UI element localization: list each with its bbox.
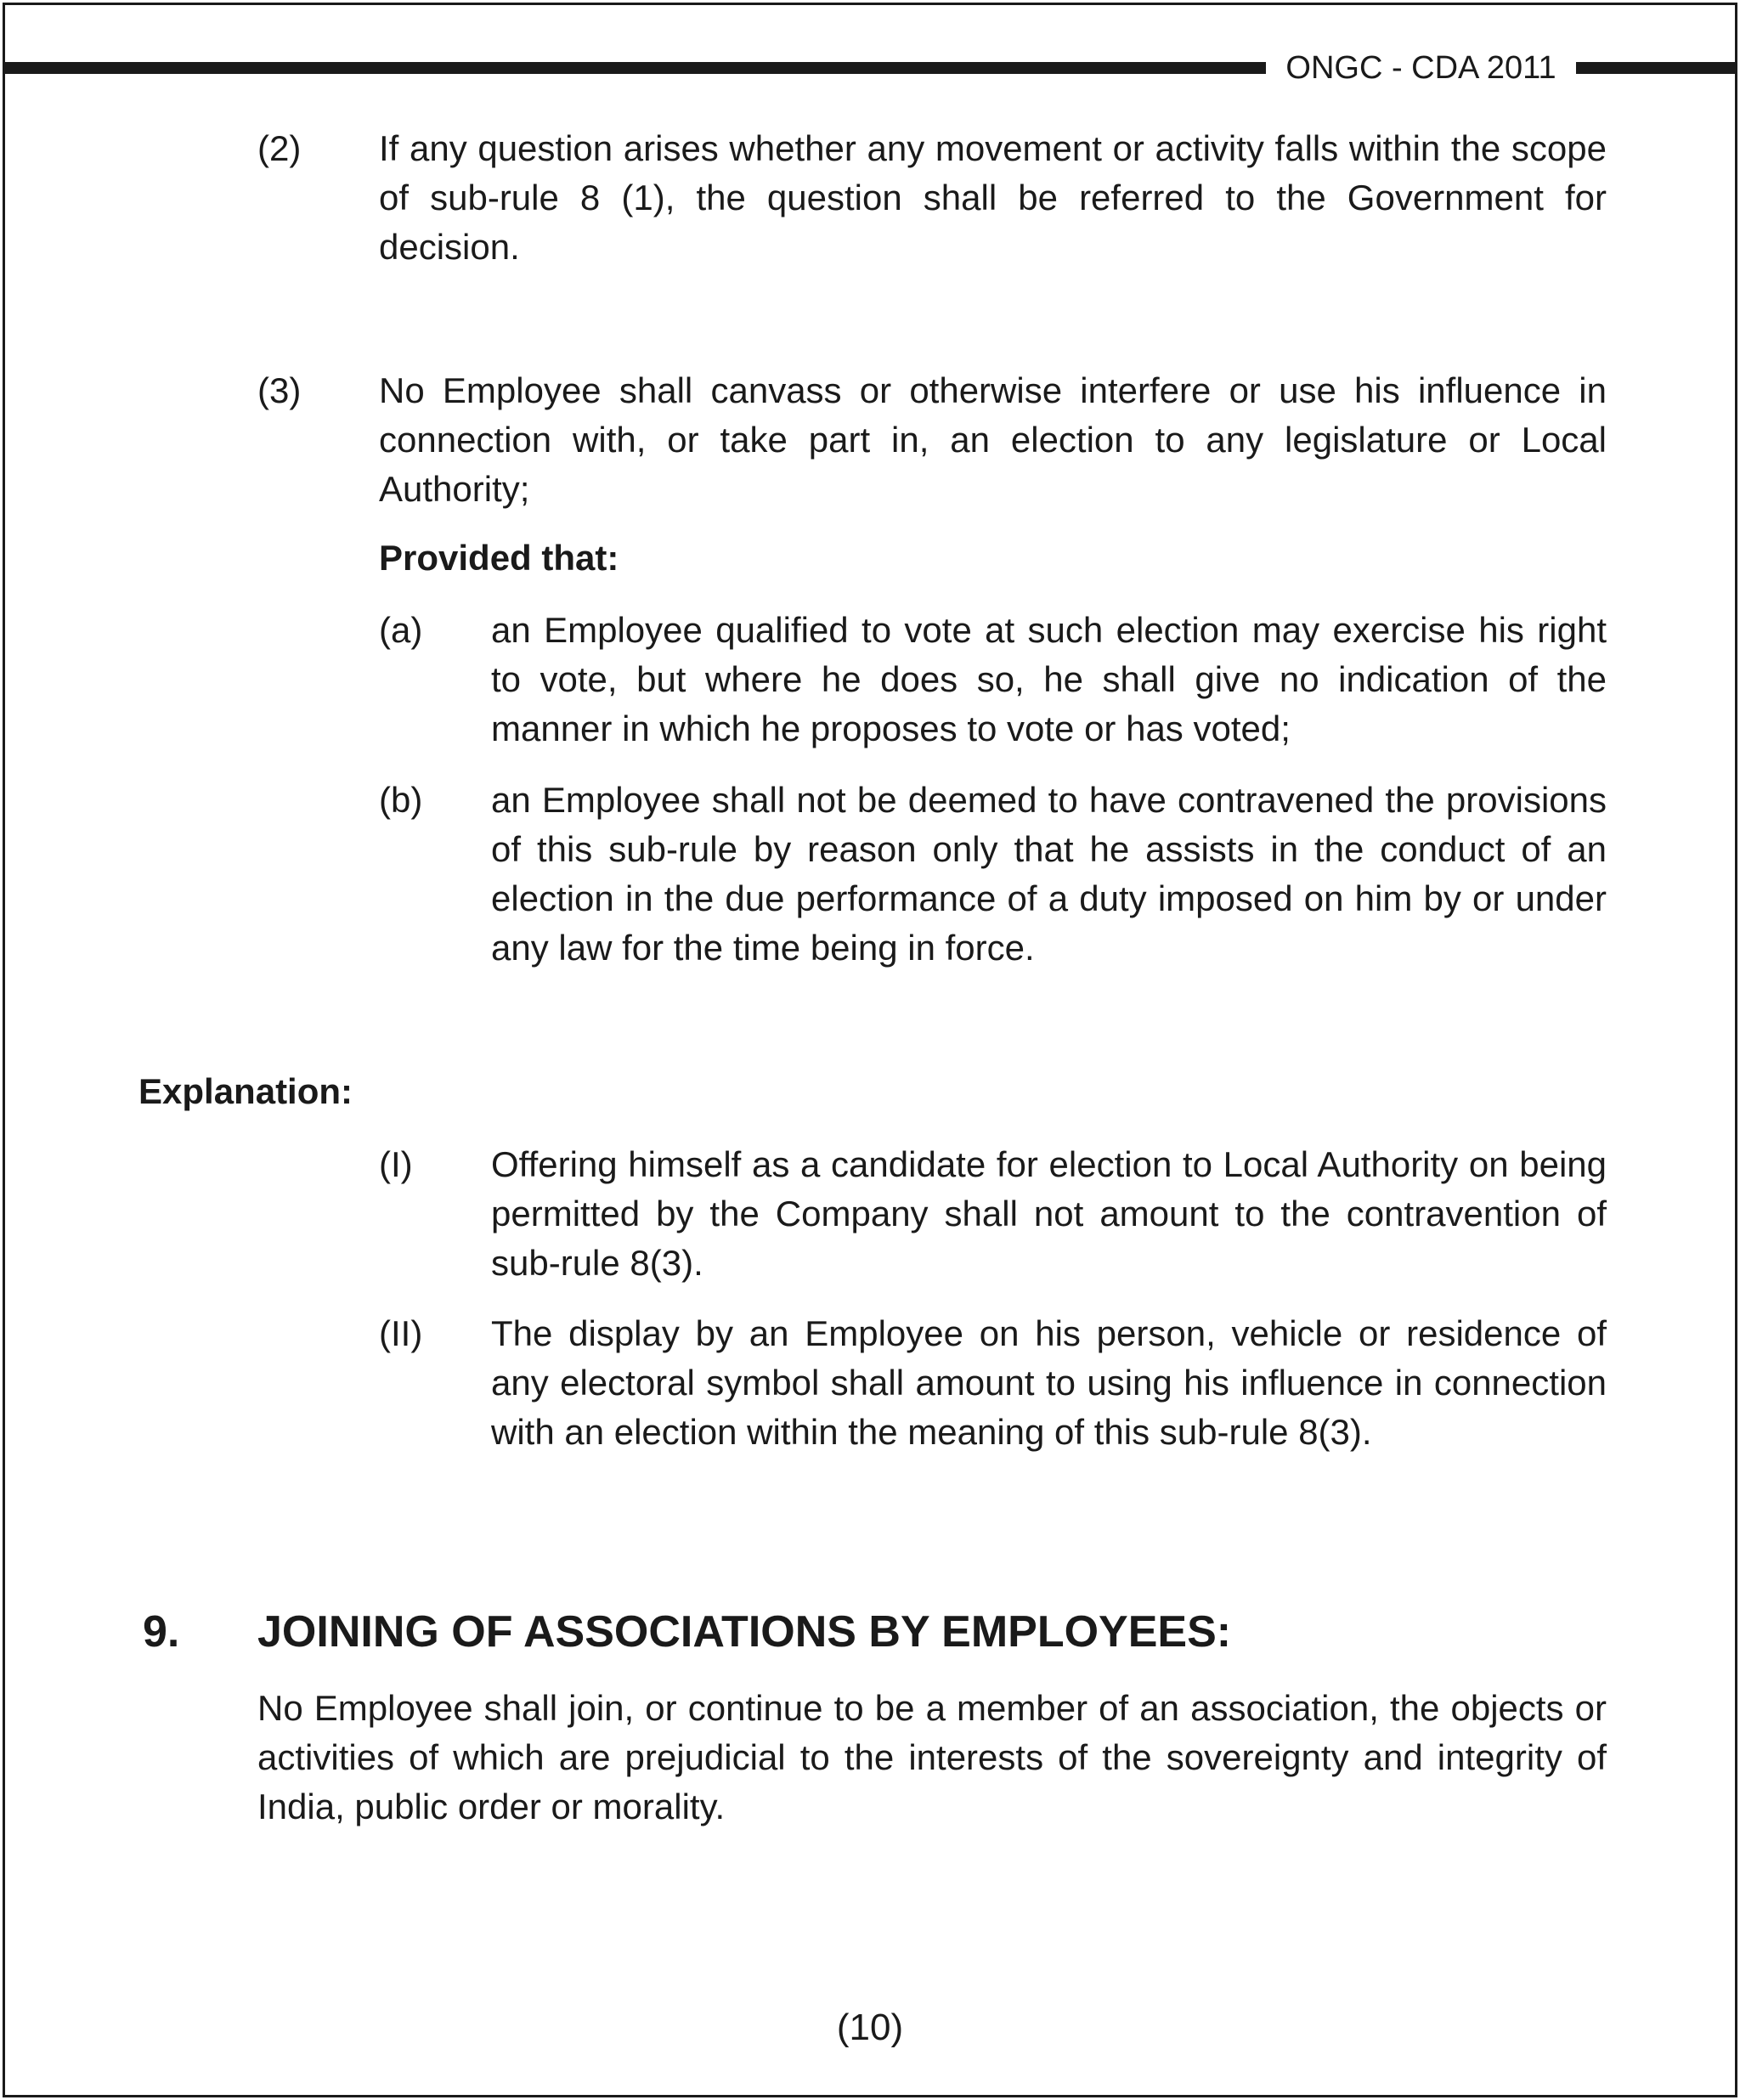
sub-rule-2-text: If any question arises whether any movement or activity falls within the scope of sub-rule 8 (1), the question shall be referred to the Government for decision. [379, 128, 1607, 267]
proviso-a-text: an Employee qualified to vote at such election may exercise his right to vote, but where he does so, he shall give no indication of the manner in which he proposes to vote or has voted; [491, 610, 1607, 748]
proviso-label: Provided that: [379, 538, 619, 578]
section-9-text: No Employee shall join, or continue to be a member of an association, the objects or activities of which are prejudicial to the interests of the sovereignty and integrity of India, public order or morality. [257, 1688, 1607, 1826]
page-number: (10) [836, 2007, 904, 2048]
proviso-b-number: (b) [379, 780, 423, 820]
proviso-b-text: an Employee shall not be deemed to have contravened the provisions of this sub-rule by reason only that he assists in the conduct of an election in the due performance of a duty imposed on him by or under any law for the time being in force. [491, 780, 1607, 968]
explanation-i-number: (I) [379, 1144, 413, 1184]
header-rule-left [3, 62, 1266, 74]
explanation-i-text: Offering himself as a candidate for election to Local Authority on being permitted by the Company shall not amount to the contravention of sub-rule 8(3). [491, 1144, 1607, 1283]
explanation-ii-text: The display by an Employee on his person, vehicle or residence of any electoral symbol shall amount to using his influence in connection with an election within the meaning of this sub-rule 8(3). [491, 1313, 1607, 1452]
explanation-ii-number: (II) [379, 1313, 423, 1353]
proviso-a-number: (a) [379, 610, 423, 650]
sub-rule-3-text: No Employee shall canvass or otherwise interfere or use his influence in connection with, or take part in, an election to any legislature or Local Authority; [379, 370, 1607, 509]
explanation-label: Explanation: [138, 1071, 353, 1111]
sub-rule-3-number: (3) [257, 370, 302, 410]
sub-rule-2-number: (2) [257, 128, 302, 168]
section-9-number: 9. [143, 1607, 180, 1657]
header-rule-right [1576, 62, 1737, 74]
section-9-title: JOINING OF ASSOCIATIONS BY EMPLOYEES: [257, 1607, 1232, 1657]
header-title: ONGC - CDA 2011 [1285, 50, 1556, 86]
